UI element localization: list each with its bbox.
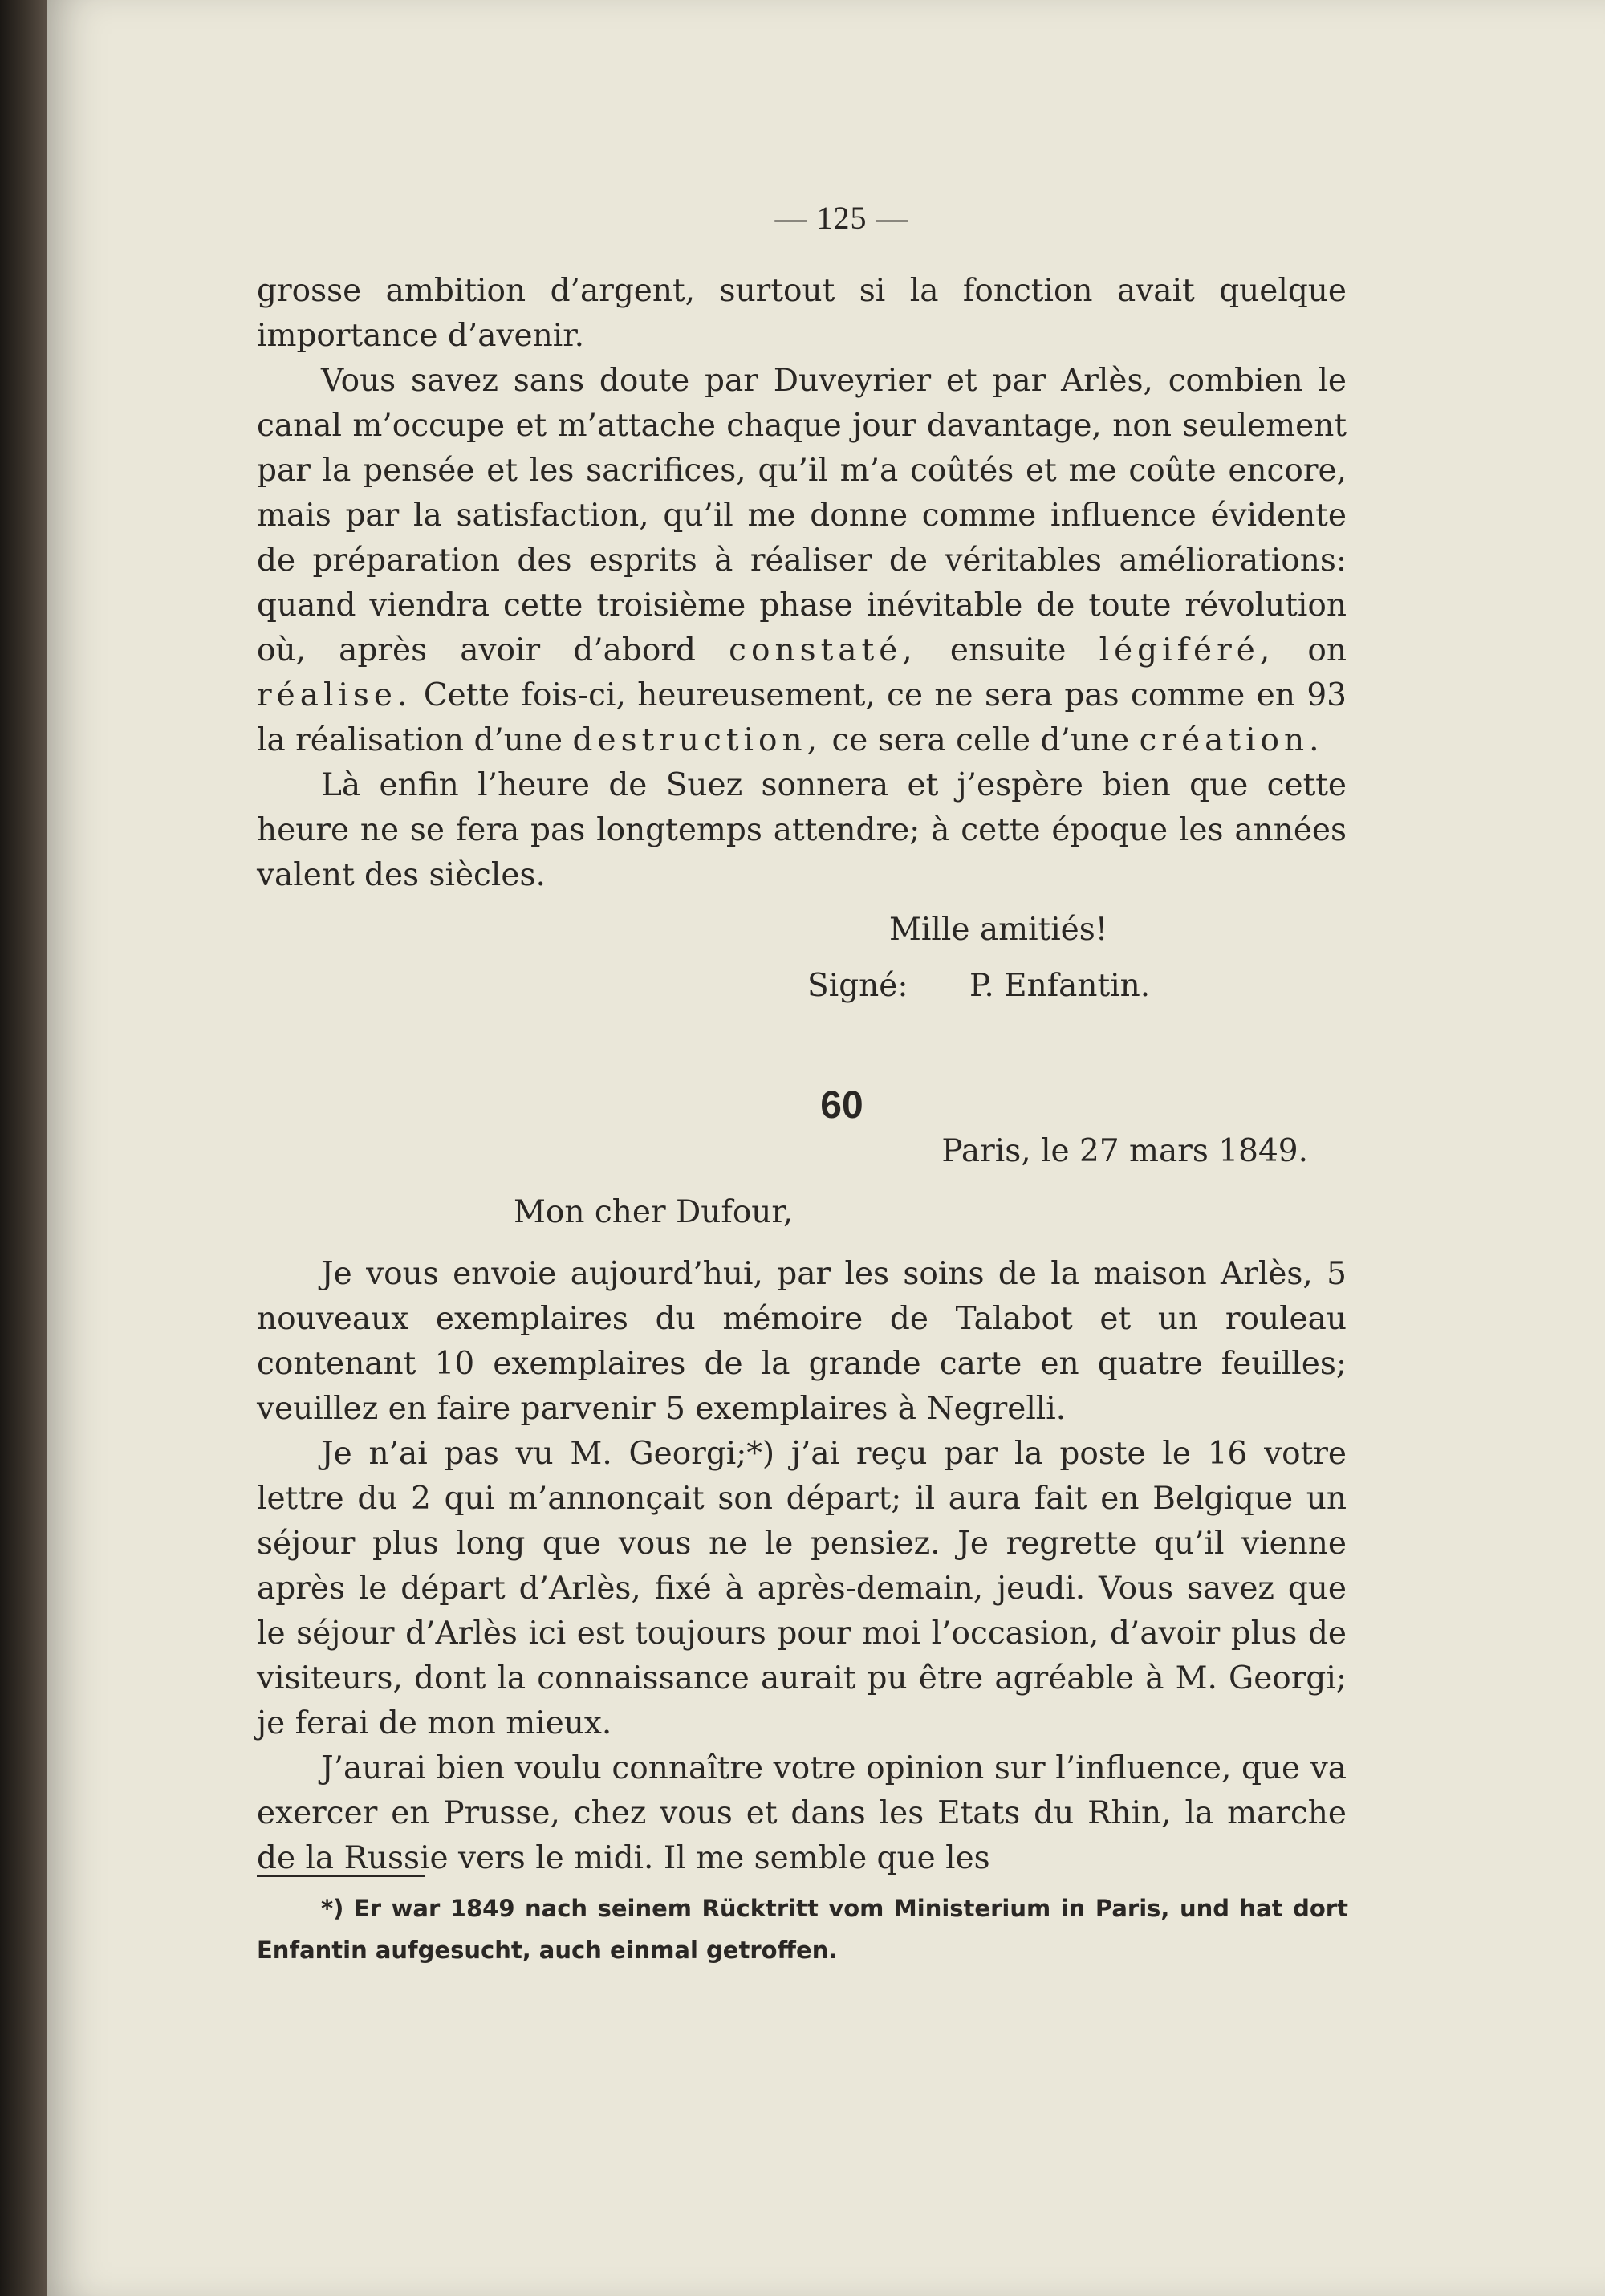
paragraph-envoi: Je vous envoie aujourd’hui, par les soins de la maison Arlès, 5 nouveaux exemplaires du mémoire de Talabot et un rouleau contenant 10 exemplaires de la grande carte en quatre feuilles; veuillez en faire parvenir 5 exemplaires à Negrelli. xyxy=(257,1256,1347,1427)
spaced-word-creation: création. xyxy=(1139,722,1324,758)
book-binding-edge xyxy=(0,0,47,2296)
paragraph-canal xyxy=(257,359,1347,763)
signature: P. Enfantin. xyxy=(969,968,1151,1004)
paragraph-canal-text: Vous savez sans doute par Duveyrier et par Arlès, combien le canal m’occupe et m’attache chaque jour davantage, non seulement par la pensée et les sacrifices, qu’il m’a coûtés et me coûte encore, mais par la satisfaction, qu’il me donne comme influence évidente de préparation des esprits à réaliser de véritables améliorations: quand viendra cette troisième phase inévitable de toute révolution où, après avoir d’abord xyxy=(257,363,1347,668)
text-cette-fois: Cette fois-ci, heureusement, ce ne sera pas comme en 93 la réalisation d’une xyxy=(257,677,1347,758)
spaced-word-realise: réalise. xyxy=(257,677,412,713)
paragraph-continuation: grosse ambition d’argent, surtout si la fonction avait quelque importance d’avenir. xyxy=(257,273,1347,354)
spaced-word-constate: constaté, xyxy=(729,632,917,668)
salutation: Mon cher Dufour, xyxy=(514,1194,794,1230)
footnote xyxy=(257,1888,1348,1971)
paragraph-suez: Là enfin l’heure de Suez sonnera et j’espère bien que cette heure ne se fera pas longtemps attendre; à cette époque les années valent des siècles. xyxy=(257,767,1347,893)
dateline: Paris, le 27 mars 1849. xyxy=(941,1133,1308,1169)
footnote-text: Er war 1849 nach seinem Rücktritt vom Ministerium in Paris, und hat dort Enfantin aufgesucht, auch einmal getroffen. xyxy=(257,1895,1348,1964)
text-on: on xyxy=(1307,632,1347,668)
text-ce-sera: ce sera celle d’une xyxy=(831,722,1130,758)
book-page xyxy=(47,0,1605,2296)
page-number: — 125 — xyxy=(774,200,909,236)
letter-59-body xyxy=(257,269,1347,898)
spaced-word-destruction: destruction, xyxy=(572,722,823,758)
letter-60-body xyxy=(257,1252,1347,1881)
letter-number: 60 xyxy=(820,1084,863,1127)
text-ensuite: ensuite xyxy=(949,632,1067,668)
paragraph-georgi: Je n’ai pas vu M. Georgi;*) j’ai reçu par la poste le 16 votre lettre du 2 qui m’annonçait son départ; il aura fait en Belgique un séjour plus long que vous ne le pensiez. Je regrette qu’il vienne après le départ d’Arlès, fixé à après-demain, jeudi. Vous savez que le séjour d’Arlès ici est toujours pour moi l’occasion, d’avoir plus de visiteurs, dont la connaissance aurait pu être agréable à M. Georgi; je ferai de mon mieux. xyxy=(257,1436,1347,1741)
footnote-rule xyxy=(257,1875,425,1877)
footnote-marker: *) xyxy=(321,1895,344,1922)
spaced-word-legifere: légiféré, xyxy=(1099,632,1275,668)
signed-label: Signé: xyxy=(807,968,908,1004)
paragraph-opinion: J’aurai bien voulu connaître votre opinion sur l’influence, que va exercer en Prusse, chez vous et dans les Etats du Rhin, la marche de la Russie vers le midi. Il me semble que les xyxy=(257,1750,1347,1876)
closing-farewell: Mille amitiés! xyxy=(889,912,1108,948)
